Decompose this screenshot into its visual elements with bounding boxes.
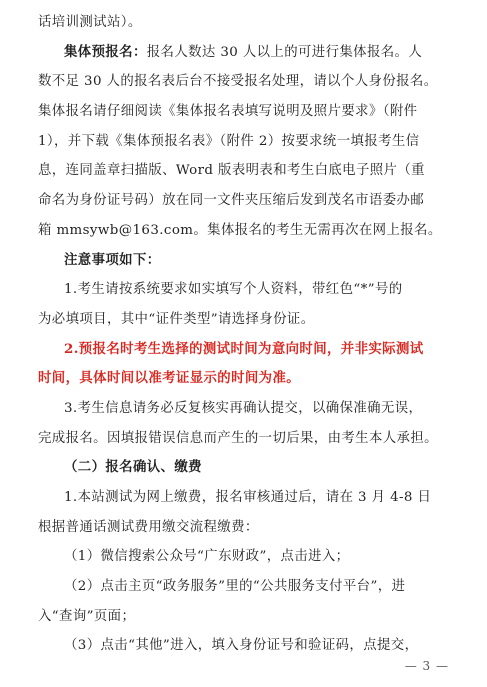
step-2-line: （2）点击主页“政务服务”里的“公共服务支付平台”，进 — [64, 579, 406, 595]
paragraph-line: 息，连同盖章扫描版、Word 版表明表和考生白底电子照片（重 — [38, 163, 425, 179]
page-number: — 3 — — [404, 659, 449, 673]
note-item-2-line: 时间，具体时间以准考证显示的时间为准。 — [38, 370, 301, 387]
step-3-line: （3）点击“其他”进入，填入身份证号和验证码，点提交， — [64, 638, 419, 654]
notes-heading: 注意事项如下： — [64, 251, 161, 268]
paragraph-line: 报名人数达 30 人以上的可进行集体报名。人 — [146, 44, 423, 60]
paragraph-line: 集体报名请仔细阅读《集体报名表填写说明及照片要求》（附件 — [38, 104, 418, 120]
section-intro-line: 1.本站测试为网上缴费，报名审核通过后，请在 3 月 4-8 日 — [64, 490, 432, 505]
note-item-3-line: 完成报名。因填报错误信息而产生的一切后果，由考生本人承担。 — [38, 430, 438, 446]
paragraph-line-email: 箱 mmsywb@163.com。集体报名的考生无需再次在网上报名。 — [38, 222, 442, 238]
step-2-line: 入“查询”页面； — [38, 608, 136, 624]
step-1-line: （1）微信搜索公众号“广东财政”，点击进入； — [64, 549, 350, 565]
note-item-1-line: 为必填项目，其中“证件类型”请选择身份证。 — [38, 311, 315, 327]
section-intro-line: 根据普通话测试费用缴交流程缴费： — [38, 519, 259, 535]
paragraph-line: 数不足 30 人的报名表后台不接受报名处理，请以个人身份报名。 — [38, 74, 438, 90]
paragraph-continuation: 话培训测试站）。 — [38, 15, 142, 30]
paragraph-line: 命名为身份证号码）放在同一文件夹压缩后发到茂名市语委办邮 — [38, 193, 425, 209]
paragraph-line: 1），并下载《集体预报名表》（附件 2）按要求统一填报考生信 — [38, 133, 420, 149]
group-registration-paragraph — [38, 38, 453, 68]
group-registration-heading: 集体预报名： — [64, 43, 147, 60]
note-item-1-line: 1.考生请按系统要求如实填写个人资料，带红色“*”号的 — [64, 282, 403, 298]
note-item-2-line: 2.预报名时考生选择的测试时间为意向时间，并非实际测试 — [64, 340, 424, 357]
section-heading: （二）报名确认、缴费 — [64, 459, 202, 476]
note-item-3-line: 3.考生信息请务必反复核实再确认提交，以确保准确无误， — [64, 400, 423, 416]
